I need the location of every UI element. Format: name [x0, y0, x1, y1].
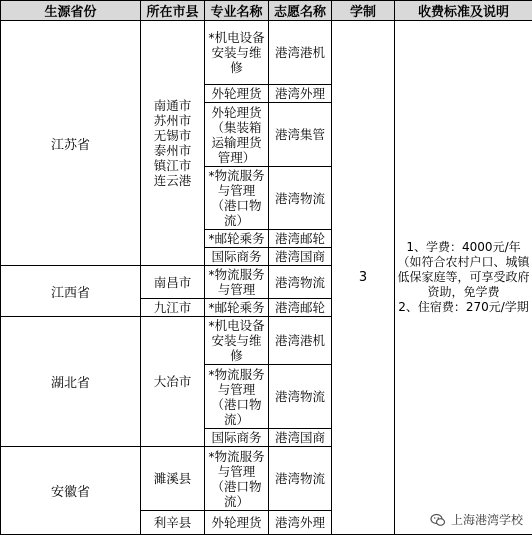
city-daye: 大冶市 [141, 317, 205, 447]
major-cell: *邮轮乘务 [205, 230, 269, 248]
table-row [1, 21, 532, 85]
preference-cell: 港湾邮轮 [269, 230, 332, 248]
major-cell: *机电设备 安装与维 修 [205, 317, 269, 365]
preference-cell: 港湾外理 [269, 85, 332, 103]
header-city: 所在市县 [141, 1, 205, 21]
header-province: 生源省份 [1, 1, 141, 21]
preference-cell: 港湾物流 [269, 365, 332, 429]
city-nanchang: 南昌市 [141, 266, 205, 299]
years-cell: 3 [332, 21, 395, 535]
major-cell: 外轮理货 （集装箱 运输理货 管理） [205, 103, 269, 167]
wechat-icon [430, 512, 446, 528]
province-jiangsu: 江苏省 [1, 21, 141, 266]
major-cell: 外轮理货 [205, 511, 269, 535]
preference-cell: 港湾国商 [269, 429, 332, 447]
preference-cell: 港湾物流 [269, 447, 332, 511]
major-cell: *机电设备 安装与维 修 [205, 21, 269, 85]
major-cell: 国际商务 [205, 248, 269, 266]
preference-cell: 港湾国商 [269, 248, 332, 266]
city-jiangsu-group: 南通市 苏州市 无锡市 泰州市 镇江市 连云港 [141, 21, 205, 266]
preference-cell: 港湾外理 [269, 511, 332, 535]
city-jiujiang: 九江市 [141, 299, 205, 317]
major-cell: 外轮理货 [205, 85, 269, 103]
province-hubei: 湖北省 [1, 317, 141, 447]
fee-cell: 1、学费：4000元/年 （如符合农村户口、城镇低保家庭等，可享受政府资助，免学费 2、住宿费：270元/学期 [395, 21, 532, 535]
city-shexi: 濉溪县 [141, 447, 205, 511]
major-cell: *物流服务 与管理 （港口物 流） [205, 365, 269, 429]
province-jiangxi: 江西省 [1, 266, 141, 317]
preference-cell: 港湾集管 [269, 103, 332, 167]
province-anhui: 安徽省 [1, 447, 141, 535]
major-cell: *邮轮乘务 [205, 299, 269, 317]
major-cell: 国际商务 [205, 429, 269, 447]
major-cell: *物流服务 与管理 （港口物 流） [205, 167, 269, 230]
preference-cell: 港湾邮轮 [269, 299, 332, 317]
major-cell: *物流服务 与管理 [205, 266, 269, 299]
preference-cell: 港湾物流 [269, 167, 332, 230]
header-major: 专业名称 [205, 1, 269, 21]
preference-cell: 港湾港机 [269, 317, 332, 365]
header-fee: 收费标准及说明 [395, 1, 532, 21]
watermark [427, 510, 526, 529]
city-lixin: 利辛县 [141, 511, 205, 535]
preference-cell: 港湾港机 [269, 21, 332, 85]
watermark-text: 上海港湾学校 [450, 513, 523, 527]
major-cell: *物流服务 与管理 （港口物 流） [205, 447, 269, 511]
header-preference: 志愿名称 [269, 1, 332, 21]
header-row [1, 1, 532, 21]
header-years: 学制 [332, 1, 395, 21]
preference-cell: 港湾物流 [269, 266, 332, 299]
